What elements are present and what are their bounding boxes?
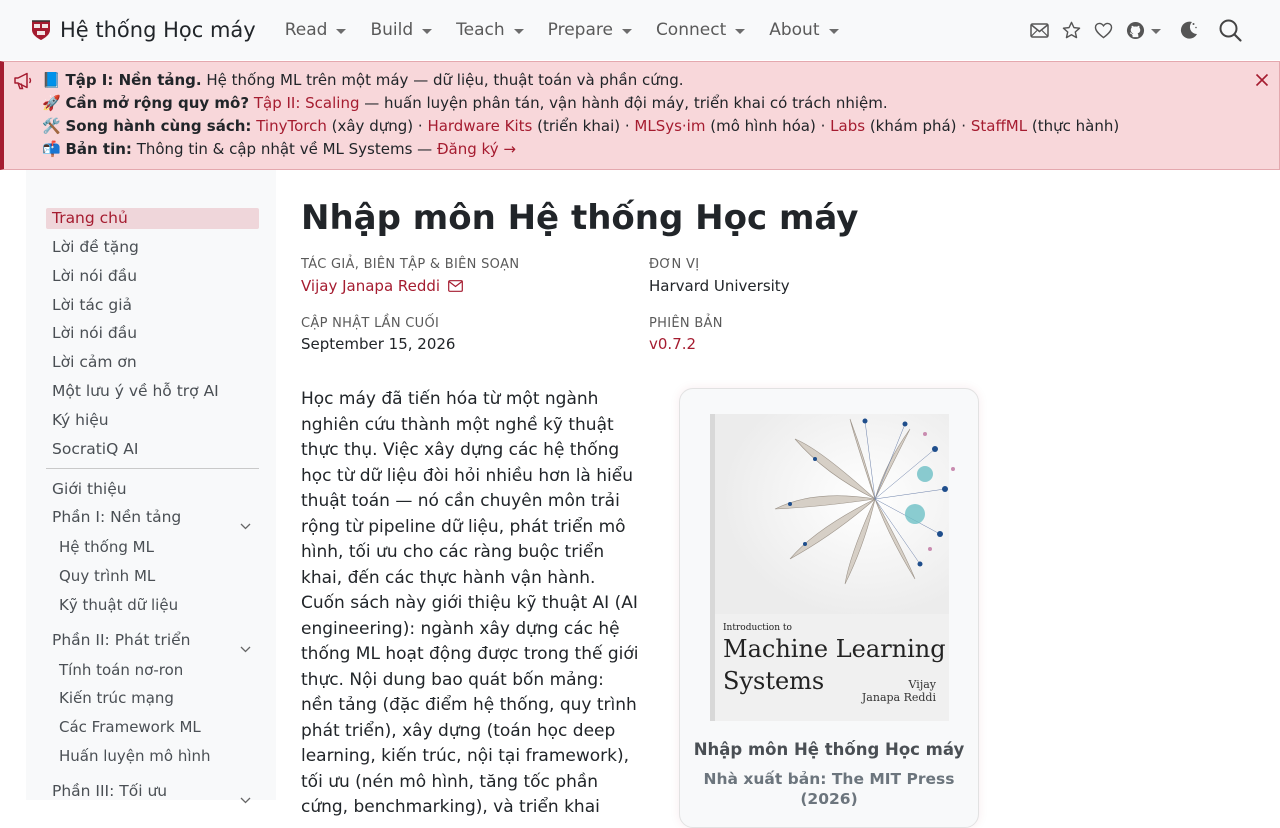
nav-menu-build[interactable]	[370, 20, 432, 40]
chevron-down-icon[interactable]	[1151, 27, 1161, 34]
link-note: (thực hành)	[1031, 117, 1120, 135]
nav-menu-about[interactable]	[769, 20, 838, 40]
nav-menu-connect[interactable]	[656, 20, 745, 40]
updated-label: CẬP NHẬT LẦN CUỐI	[301, 316, 440, 331]
nav-menu-label: Read	[284, 20, 328, 40]
heart-icon[interactable]	[1094, 22, 1113, 39]
announcement-line-volume-1	[42, 69, 1279, 92]
sidebar-divider	[46, 468, 259, 469]
sidebar-item-training[interactable]: Huấn luyện mô hình	[59, 747, 211, 765]
link-note: (triển khai)	[537, 117, 621, 135]
sidebar	[26, 170, 276, 800]
author-label: TÁC GIẢ, BIÊN TẬP & BIÊN SOẠN	[301, 257, 520, 272]
link-note: (xây dựng)	[331, 117, 414, 135]
subscribe-link[interactable]: Đăng ký →	[436, 140, 516, 158]
announcement-line-newsletter	[42, 138, 1279, 161]
version-label: PHIÊN BẢN	[649, 316, 723, 331]
mailbox-emoji-icon: 📬	[42, 140, 61, 158]
page-title: Nhập môn Hệ thống Học máy	[301, 198, 859, 238]
github-icon[interactable]	[1126, 21, 1145, 40]
announcement-line-companions	[42, 115, 1279, 138]
link-note: (mô hình hóa)	[710, 117, 816, 135]
site-title[interactable]: Hệ thống Học máy	[60, 18, 256, 42]
cover-subtitle: Introduction to	[723, 623, 792, 633]
book-card[interactable]	[679, 388, 979, 828]
nav-menu	[273, 20, 851, 40]
cover-spine	[710, 414, 715, 721]
announcement-bold: Bản tin:	[65, 140, 132, 158]
sidebar-item-neural-computation[interactable]: Tính toán nơ-ron	[59, 661, 184, 679]
rocket-emoji-icon: 🚀	[42, 94, 61, 112]
nav-menu-teach[interactable]	[456, 20, 524, 40]
harvard-shield-logo	[30, 19, 52, 41]
book-card-title: Nhập môn Hệ thống Học máy	[693, 740, 965, 759]
sidebar-item-ml-workflow[interactable]: Quy trình ML	[59, 567, 156, 585]
announcement-line-volume-2	[42, 92, 1279, 115]
sidebar-item-ml-systems[interactable]: Hệ thống ML	[59, 538, 154, 556]
separator: ·	[620, 117, 635, 135]
caret-down-icon	[336, 29, 346, 34]
cover-art-illustration	[710, 414, 949, 614]
sidebar-item-architectures[interactable]: Kiến trúc mạng	[59, 689, 174, 707]
chevron-down-icon[interactable]	[240, 789, 251, 808]
sidebar-item-notation[interactable]: Ký hiệu	[52, 411, 109, 429]
sidebar-section-part-2[interactable]: Phần II: Phát triển	[52, 631, 191, 649]
sidebar-item-foreword[interactable]: Lời nói đầu	[52, 267, 138, 285]
caret-down-icon	[622, 29, 632, 34]
sidebar-item-socratiq[interactable]: SocratiQ AI	[52, 440, 139, 458]
caret-down-icon	[735, 29, 745, 34]
sidebar-item-ai-note[interactable]: Một lưu ý về hỗ trợ AI	[52, 382, 219, 400]
navbar	[0, 0, 1280, 60]
mail-icon[interactable]	[448, 280, 463, 292]
mail-icon[interactable]	[1030, 23, 1049, 38]
sidebar-section-part-3[interactable]: Phần III: Tối ưu	[52, 782, 168, 800]
megaphone-icon	[13, 72, 34, 94]
caret-down-icon	[422, 29, 432, 34]
chevron-down-icon[interactable]	[240, 515, 251, 534]
announcement-text: Hệ thống ML trên một máy — dữ liệu, thuật toán và phần cứng.	[201, 71, 684, 89]
announcement-text: Thông tin & cập nhật về ML Systems —	[131, 140, 437, 158]
close-icon[interactable]	[1255, 72, 1269, 91]
sidebar-item-preface[interactable]: Lời nói đầu	[52, 324, 138, 342]
brand[interactable]	[30, 18, 256, 42]
nav-menu-label: Teach	[456, 20, 505, 40]
announcement-bold: Song hành cùng sách:	[65, 117, 252, 135]
sidebar-item-data-engineering[interactable]: Kỹ thuật dữ liệu	[59, 596, 179, 614]
affiliation-value: Harvard University	[649, 277, 790, 295]
separator: ·	[815, 117, 831, 135]
dark-mode-toggle-icon[interactable]	[1179, 20, 1199, 40]
nav-menu-prepare[interactable]	[548, 20, 632, 40]
intro-paragraph: Học máy đã tiến hóa từ một ngành nghiên cứu thành một nghề kỹ thuật thực thụ. Việc xây dựng các hệ thống học từ dữ liệu đòi hỏi nhiều hơn là hiểu thuật toán — nó cần chuyên môn trải rộng từ pipeline dữ liệu, phát triển mô hình, tối ưu cho các ràng buộc triển khai, đến các thực hành vận hành. Cuốn sách này giới thiệu kỹ thuật AI (AI engineering): ngành xây dựng các hệ thống ML hoạt động được trong thế giới thực. Nội dung bao quát bốn mảng: nền tảng (đặc điểm hệ thống, quy trình phát triển), xây dựng (toán học deep learning, kiến trúc, nội tại framework), tối ưu (nén mô hình, tăng tốc phần cứng, benchmarking), và triển khai	[301, 389, 639, 817]
volume-2-link[interactable]: Tập II: Scaling	[253, 94, 360, 112]
nav-menu-label: About	[769, 20, 820, 40]
caret-down-icon	[514, 29, 524, 34]
tools-emoji-icon: 🛠️	[42, 117, 61, 135]
staffml-link[interactable]: StaffML	[970, 117, 1028, 135]
book-card-publisher: Nhà xuất bản: The MIT Press	[703, 770, 955, 788]
updated-value: September 15, 2026	[301, 335, 456, 353]
chevron-down-icon[interactable]	[240, 638, 251, 657]
book-cover-image[interactable]	[710, 414, 949, 721]
affiliation-label: ĐƠN VỊ	[649, 257, 700, 272]
nav-menu-label: Connect	[655, 20, 727, 40]
announcement-text: — huấn luyện phân tán, vận hành đội máy, triển khai có trách nhiệm.	[359, 94, 888, 112]
nav-menu-label: Build	[370, 20, 414, 40]
labs-link[interactable]: Labs	[830, 117, 866, 135]
hardware-kits-link[interactable]: Hardware Kits	[427, 117, 533, 135]
cover-title-line-2: Systems	[723, 667, 825, 695]
announcement-banner	[0, 61, 1280, 170]
sidebar-item-home[interactable]: Trang chủ	[52, 209, 128, 227]
cover-title-line-1: Machine Learning	[723, 635, 946, 663]
sidebar-item-frameworks[interactable]: Các Framework ML	[59, 718, 201, 736]
sidebar-item-introduction[interactable]: Giới thiệu	[52, 480, 127, 498]
star-icon[interactable]	[1062, 21, 1081, 39]
book-card-year: (2026)	[800, 790, 858, 808]
nav-tools	[1017, 0, 1280, 60]
mlsysim-link[interactable]: MLSys·im	[634, 117, 706, 135]
sidebar-item-acknowledgements[interactable]: Lời cảm ơn	[52, 353, 137, 371]
sidebar-item-author-note[interactable]: Lời tác giả	[52, 296, 133, 314]
cover-author-line-2: Janapa Reddi	[861, 691, 936, 704]
sidebar-item-dedication[interactable]: Lời đề tặng	[52, 238, 139, 256]
sidebar-section-part-1[interactable]: Phần I: Nền tảng	[52, 508, 182, 526]
announcement-bold: Tập I: Nền tảng.	[65, 71, 202, 89]
separator: ·	[956, 117, 971, 135]
version-link[interactable]: v0.7.2	[649, 335, 697, 353]
search-icon[interactable]	[1219, 19, 1242, 42]
announcement-bold: Cần mở rộng quy mô?	[65, 94, 250, 112]
caret-down-icon	[829, 29, 839, 34]
nav-menu-label: Prepare	[547, 20, 613, 40]
separator: ·	[413, 117, 428, 135]
nav-menu-read[interactable]	[285, 20, 347, 40]
cover-author-line-1: Vijay	[908, 678, 936, 691]
author-name[interactable]: Vijay Janapa Reddi	[301, 277, 441, 295]
author-link[interactable]	[301, 277, 463, 295]
link-note: (khám phá)	[869, 117, 957, 135]
book-emoji-icon: 📘	[42, 71, 61, 89]
tinytorch-link[interactable]: TinyTorch	[256, 117, 327, 135]
